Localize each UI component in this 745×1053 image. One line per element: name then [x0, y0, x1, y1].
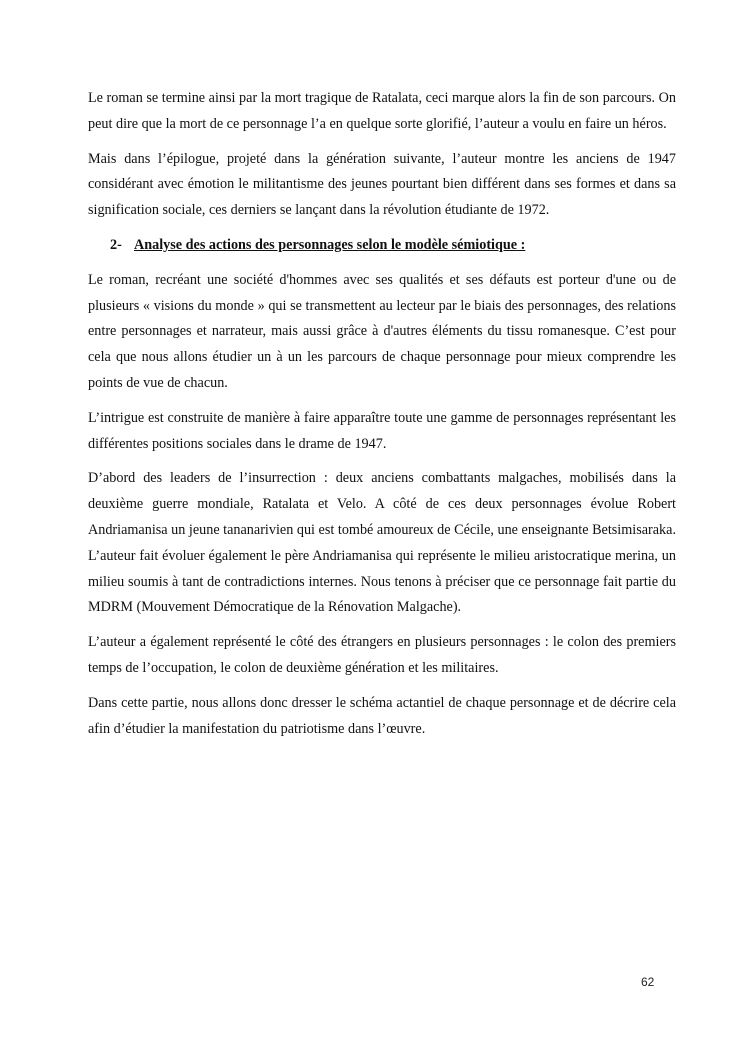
section-title: Analyse des actions des personnages selon le modèle sémiotique : [134, 236, 526, 253]
paragraph-leaders: D’abord des leaders de l’insurrection : deux anciens combattants malgaches, mobilisés dans la deuxième guerre mondiale, Ratalata et Velo. A côté de ces deux personnages évolue Robert Andriamanisa un jeune tananarivien qui est tombé amoureux de Cécile, une enseignante Betsimisaraka. L’auteur fait évoluer également le père Andriamanisa qui représente le milieu aristocratique merina, un milieu soumis à tant de contradictions internes. Nous tenons à préciser que ce personnage fait partie du MDRM (Mouvement Démocratique de la Rénovation Malgache). [88, 470, 676, 616]
section-heading [88, 233, 676, 259]
paragraph-visions-du-monde: Le roman, recréant une société d'hommes avec ses qualités et ses défauts est porteur d'une ou de plusieurs « visions du monde » qui se transmettent au lecteur par le biais des personnages, des relations entre personnages et narrateur, mais aussi grâce à d'autres éléments du tissu romanesque. C’est pour cela que nous allons étudier un à un les parcours de chaque personnage pour mieux comprendre les points de vue de chacun. [88, 271, 676, 391]
paragraph-ratalata-death: Le roman se termine ainsi par la mort tragique de Ratalata, ceci marque alors la fin de son parcours. On peut dire que la mort de ce personnage l’a en quelque sorte glorifié, l’auteur a voulu en faire un héros. [88, 90, 676, 132]
paragraph-epilogue: Mais dans l’épilogue, projeté dans la génération suivante, l’auteur montre les anciens de 1947 considérant avec émotion le militantisme des jeunes pourtant bien différent dans ses formes et dans sa signification sociale, ces derniers se lançant dans la révolution étudiante de 1972. [88, 150, 676, 219]
paragraph-intrigue: L’intrigue est construite de manière à faire apparaître toute une gamme de personnages représentant les différentes positions sociales dans le drame de 1947. [88, 409, 676, 452]
page-number: 62 [641, 975, 655, 989]
section-number: 2- [110, 236, 122, 253]
paragraph-etrangers: L’auteur a également représenté le côté des étrangers en plusieurs personnages : le colon des premiers temps de l’occupation, le colon de deuxième génération et les militaires. [88, 634, 676, 676]
paragraph-schema-actantiel: Dans cette partie, nous allons donc dresser le schéma actantiel de chaque personnage et de décrire cela afin d’étudier la manifestation du patriotisme dans l’œuvre. [88, 694, 676, 737]
page-body [88, 86, 676, 751]
